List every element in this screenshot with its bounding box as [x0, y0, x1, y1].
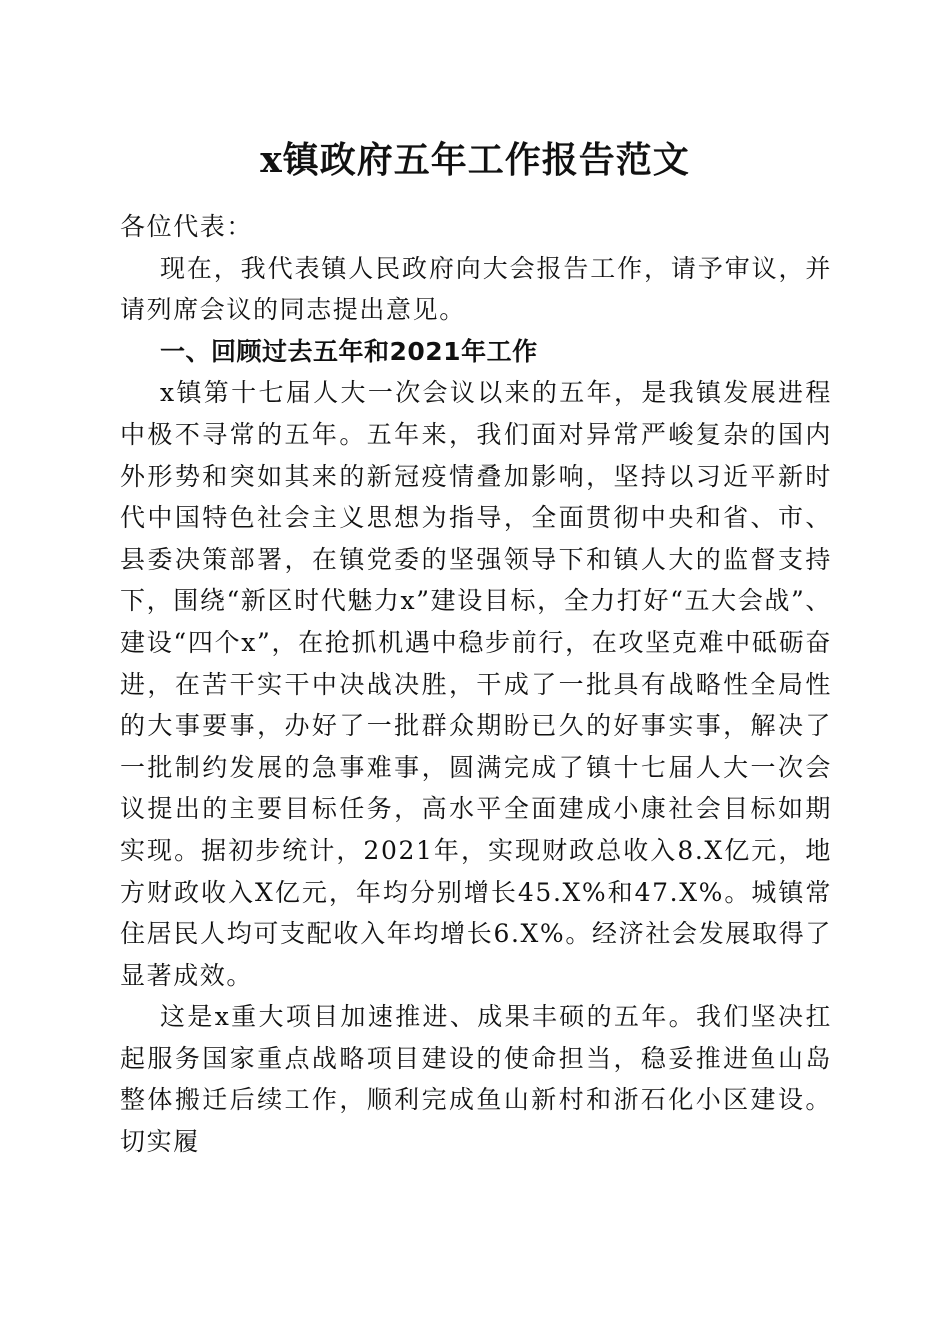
document-title: x镇政府五年工作报告范文 [260, 139, 690, 181]
document-body [120, 206, 832, 1163]
opening-paragraph: 现在，我代表镇人民政府向大会报告工作，请予审议，并请列席会议的同志提出意见。 [120, 253, 832, 325]
projects-paragraph: 这是x重大项目加速推进、成果丰硕的五年。我们坚决扛起服务国家重点战略项目建设的使命担当，稳妥推进鱼山岛整体搬迁后续工作，顺利完成鱼山新村和浙石化小区建设。切实履 [120, 1002, 832, 1157]
salutation: 各位代表： [120, 212, 254, 241]
section-heading: 一、回顾过去五年和2021年工作 [160, 336, 538, 366]
review-paragraph: x镇第十七届人大一次会议以来的五年，是我镇发展进程中极不寻常的五年。五年来，我们面对异常严峻复杂的国内外形势和突如其来的新冠疫情叠加影响，坚持以习近平新时代中国特色社会主义思想为指导，全面贯彻中央和省、市、县委决策部署，在镇党委的坚强领导下和镇人大的监督支持下，围绕“新区时代魅力x”建设目标，全力打好“五大会战”、建设“四个x”，在抢抓机遇中稳步前行，在攻坚克难中砥砺奋进，在苦干实干中决战决胜，干成了一批具有战略性全局性的大事要事，办好了一批群众期盼已久的好事实事，解决了一批制约发展的急事难事，圆满完成了镇十七届人大一次会议提出的主要目标任务，高水平全面建成小康社会目标如期实现。据初步统计，2021年，实现财政总收入8.X亿元，地方财政收入X亿元，年均分别增长45.X%和47.X%。城镇常住居民人均可支配收入年均增长6.X%。经济社会发展取得了显著成效。 [120, 378, 832, 990]
